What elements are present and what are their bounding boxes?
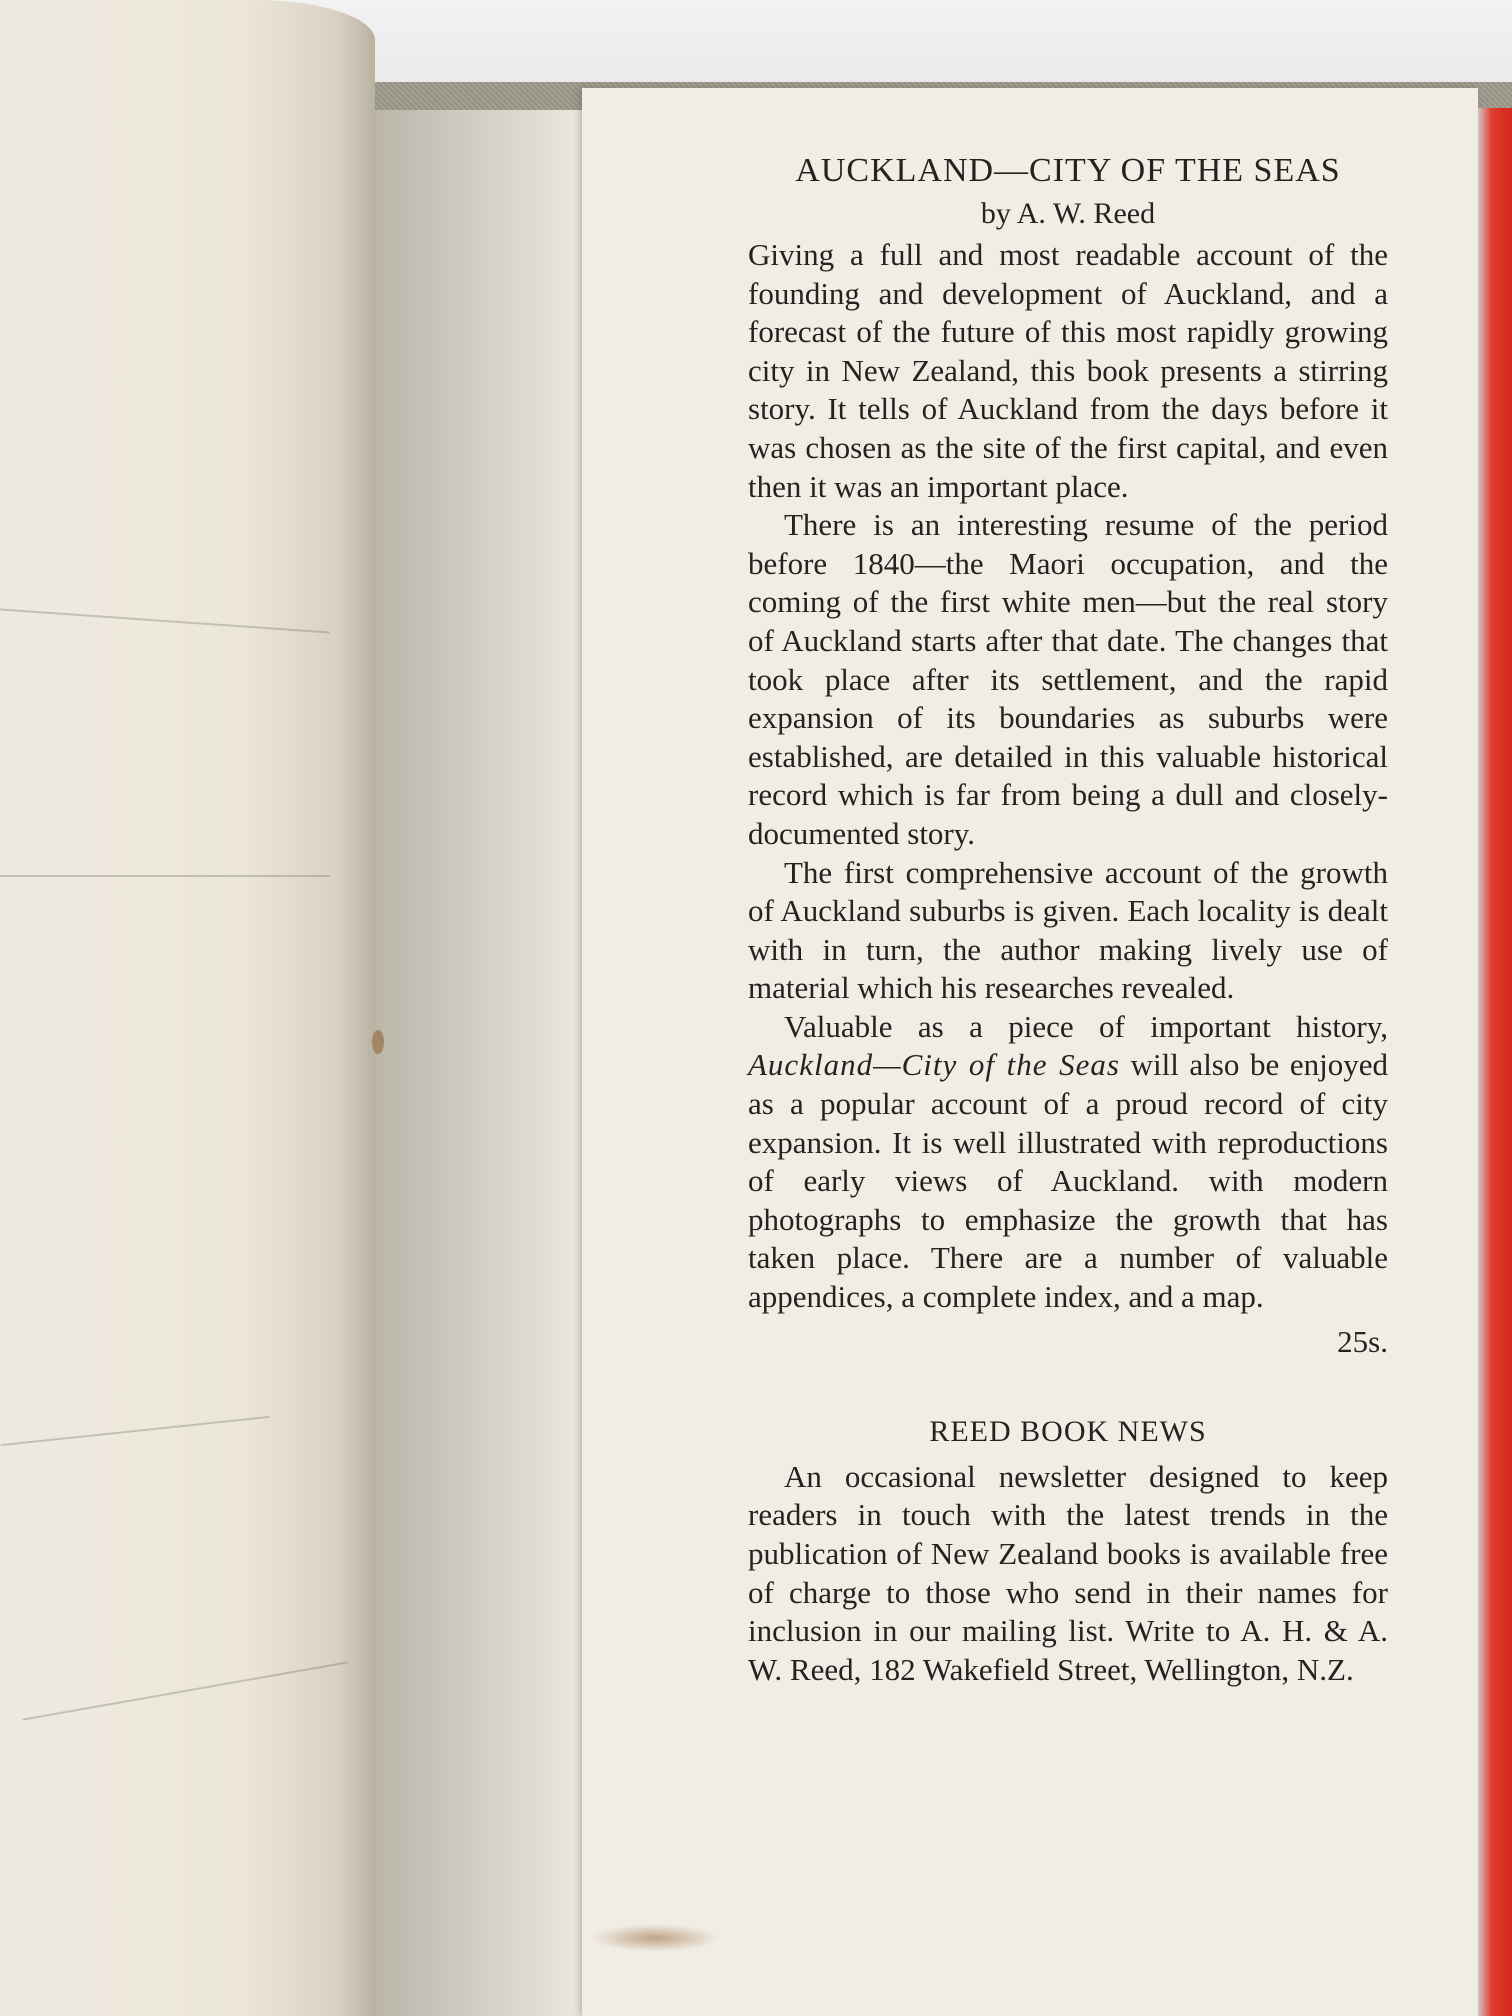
- book-byline: by A. W. Reed: [980, 197, 1156, 230]
- show-through-marks: [0, 600, 340, 1900]
- blurb-paragraph-4-start: Valuable as a piece of important history,: [784, 1008, 1388, 1044]
- blurb-text-block: [748, 150, 1388, 1689]
- book-price: 25s.: [1337, 1323, 1388, 1359]
- blurb-paragraph-3: The first comprehensive account of the growth of Auckland suburbs is given. Each locality is dealt with in turn, the author making lively use of material which his researches revealed.: [748, 854, 1388, 1006]
- left-flyleaf-page: [0, 0, 375, 2016]
- book-title-italic: Auckland—City of the Seas: [748, 1047, 1120, 1083]
- endpaper-shadow: [368, 110, 578, 2016]
- blurb-paragraph-4-end: will also be enjoyed as a popular account of a proud record of city expansion. It is well illustrated with reproductions of early views of Auckland. with modern photographs to emphasize the growth that has taken place. There are a number of valuable appendices, a complete index, and a map.: [748, 1047, 1388, 1315]
- flap-stain: [590, 1924, 720, 1952]
- foxing-spot: [372, 1030, 384, 1054]
- blurb-paragraph-4: [748, 1008, 1388, 1317]
- blurb-paragraph-2: There is an interesting resume of the period before 1840—the Maori occupation, and the coming of the first white men—but the real story of Auckland starts after that date. The changes that took place after its settlement, and the rapid expansion of its boundaries as suburbs were established, are detailed in this valuable historical record which is far from being a dull and closely-documented story.: [748, 507, 1388, 851]
- news-title: REED BOOK NEWS: [929, 1415, 1207, 1449]
- red-cover-edge: [1478, 108, 1512, 2016]
- news-paragraph: An occasional newsletter designed to keep readers in touch with the latest trends in the publication of New Zealand books is available free of charge to those who send in their names for inclusion in our mailing list. Write to A. H. & A. W. Reed, 182 Wakefield Street, Wellington, N.Z.: [748, 1458, 1388, 1687]
- book-title: AUCKLAND—CITY OF THE SEAS: [795, 152, 1341, 189]
- blurb-paragraph-1: Giving a full and most readable account of the founding and development of Auckland, and a forecast of the future of this most rapidly growing city in New Zealand, this book presents a stirring story. It tells of Auckland from the days before it was chosen as the site of the first capital, and even then it was an important place.: [748, 237, 1388, 504]
